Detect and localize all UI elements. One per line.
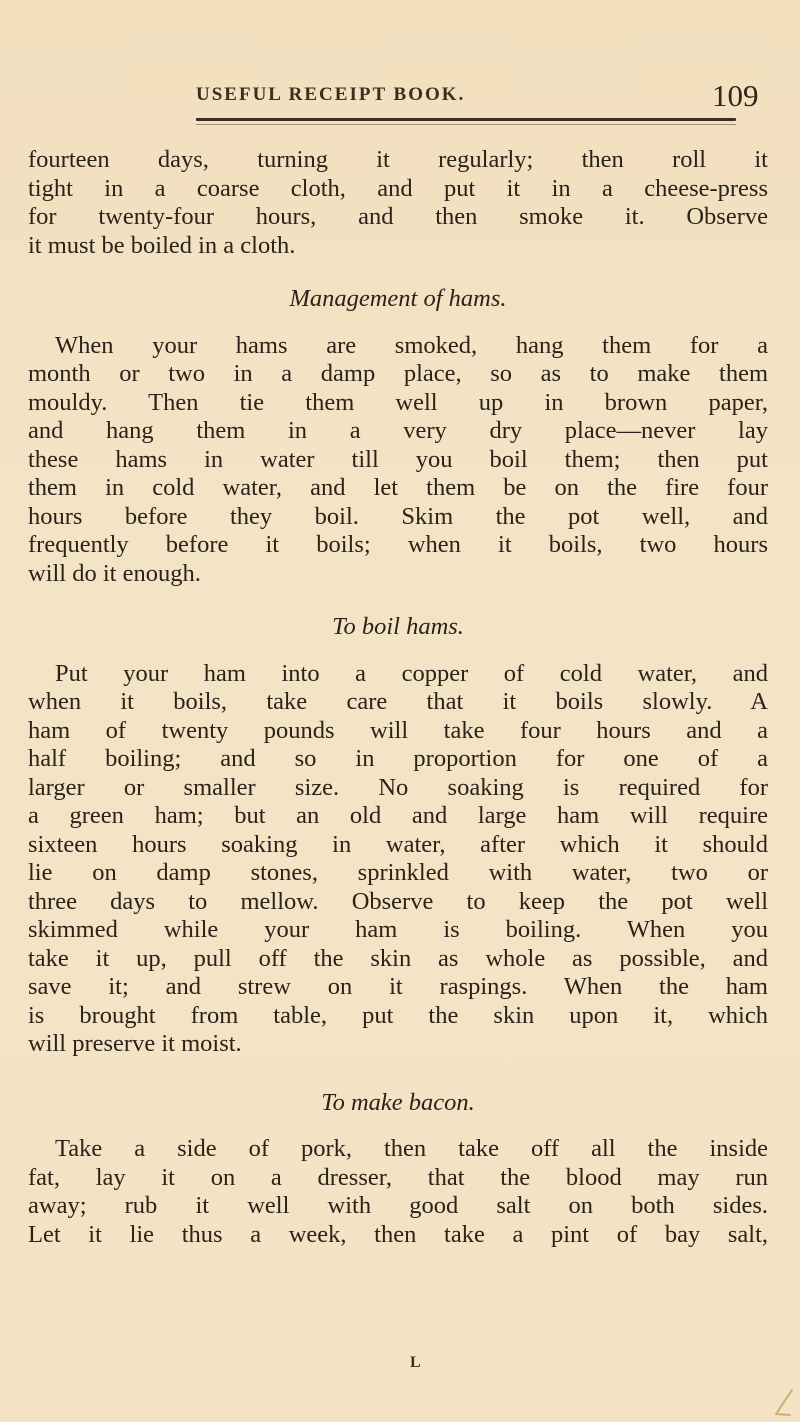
text-line: and hang them in a very dry place—never lay <box>28 417 768 444</box>
header-rule-thin <box>196 124 736 125</box>
section-heading-management-of-hams: Management of hams. <box>289 285 507 312</box>
section-heading-to-boil-hams: To boil hams. <box>332 613 464 640</box>
text-line: them in cold water, and let them be on the fire four <box>28 474 768 501</box>
text-line: when it boils, take care that it boils slowly. A <box>28 688 768 715</box>
paragraph-to-make-bacon <box>28 1135 768 1249</box>
text-line: When your hams are smoked, hang them for a <box>55 331 768 359</box>
header-rule <box>196 118 736 121</box>
text-line: frequently before it boils; when it boils, two hours <box>28 531 768 558</box>
running-title: USEFUL RECEIPT BOOK. <box>196 84 466 105</box>
text-line: is brought from table, put the skin upon it, which <box>28 1001 768 1029</box>
text-line: these hams in water till you boil them; then put <box>28 445 768 473</box>
page-header <box>0 78 800 118</box>
text-line: a green ham; but an old and large ham will require <box>28 802 768 829</box>
text-line: away; rub it well with good salt on both sides. <box>28 1192 768 1219</box>
text-line: Take a side of pork, then take off all the inside <box>55 1135 768 1162</box>
text-line: larger or smaller size. No soaking is required for <box>28 773 768 801</box>
text-line: save it; and strew on it raspings. When the ham <box>28 973 768 1000</box>
text-line: fourteen days, turning it regularly; then roll it <box>28 146 768 173</box>
continuation-paragraph <box>28 146 768 260</box>
text-line: ham of twenty pounds will take four hours and a <box>28 716 768 744</box>
text-line: hours before they boil. Skim the pot well, and <box>28 502 768 530</box>
text-line: sixteen hours soaking in water, after which it should <box>28 830 768 858</box>
text-line: Let it lie thus a week, then take a pint of bay salt, <box>28 1220 768 1248</box>
text-line: month or two in a damp place, so as to make them <box>28 360 768 387</box>
body-text <box>28 146 768 1249</box>
text-line: take it up, pull off the skin as whole as possible, and <box>28 944 768 972</box>
text-line: skimmed while your ham is boiling. When you <box>28 916 768 943</box>
text-line: for twenty-four hours, and then smoke it. Observe <box>28 203 768 230</box>
text-line: half boiling; and so in proportion for one of a <box>28 745 768 772</box>
text-line: lie on damp stones, sprinkled with water, two or <box>28 859 768 886</box>
text-line: fat, lay it on a dresser, that the blood may run <box>28 1163 768 1191</box>
paragraph-management-of-hams <box>28 332 768 589</box>
text-line: it must be boiled in a cloth. <box>28 231 296 259</box>
pencil-mark-icon <box>770 1388 796 1418</box>
page-number: 109 <box>712 78 759 113</box>
paragraph-to-boil-hams <box>28 660 768 1059</box>
text-line: will do it enough. <box>28 559 201 587</box>
text-line: mouldy. Then tie them well up in brown paper, <box>28 388 768 416</box>
text-line: will preserve it moist. <box>28 1030 242 1057</box>
text-line: tight in a coarse cloth, and put it in a cheese-press <box>28 174 768 202</box>
section-heading-to-make-bacon: To make bacon. <box>321 1088 475 1116</box>
text-line: three days to mellow. Observe to keep the pot well <box>28 887 768 915</box>
signature-mark: L <box>410 1354 421 1371</box>
text-line: Put your ham into a copper of cold water, and <box>55 659 768 687</box>
